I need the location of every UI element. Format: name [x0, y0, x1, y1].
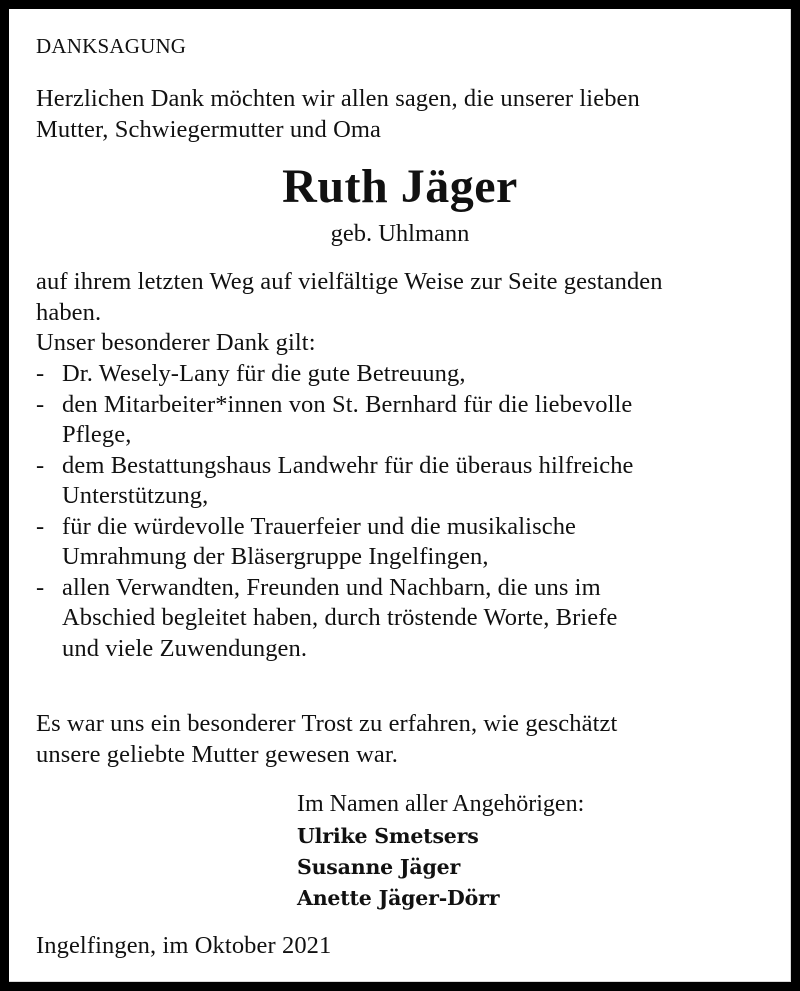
- notice-heading: DANKSAGUNG: [36, 34, 187, 58]
- list-item: [36, 390, 634, 451]
- list-item-line: Unterstützung,: [62, 482, 209, 509]
- dash-bullet: -: [36, 512, 45, 540]
- signatory-name: Susanne Jäger: [297, 855, 461, 879]
- signatory-name: Ulrike Smetsers: [297, 824, 479, 848]
- dash-bullet: -: [36, 390, 45, 418]
- list-item-line: Abschied begleitet haben, durch tröstende Worte, Briefe: [62, 604, 618, 631]
- list-item: [36, 512, 634, 573]
- list-item-line: für die würdevolle Trauerfeier und die musikalische: [62, 512, 577, 540]
- list-item-line: allen Verwandten, Freunden und Nachbarn, die uns im: [62, 573, 601, 601]
- intro-line: Mutter, Schwiegermutter und Oma: [36, 115, 382, 143]
- list-item-line: und viele Zuwendungen.: [62, 634, 308, 662]
- body-text: [36, 267, 663, 359]
- list-item-line: den Mitarbeiter*innen von St. Bernhard für die liebevolle: [62, 390, 633, 418]
- body-line: haben.: [36, 298, 102, 326]
- deceased-name: Ruth Jäger: [282, 160, 518, 213]
- maiden-name: geb. Uhlmann: [330, 220, 470, 247]
- thanks-list: [36, 359, 634, 664]
- dash-bullet: -: [36, 451, 45, 479]
- closing-line: unsere geliebte Mutter gewesen war.: [36, 740, 399, 768]
- list-item-line: Umrahmung der Bläsergruppe Ingelfingen,: [62, 543, 489, 570]
- place-date: Ingelfingen, im Oktober 2021: [36, 932, 332, 959]
- intro-line: Herzlichen Dank möchten wir allen sagen, die unserer lieben: [36, 85, 640, 112]
- list-item-line: Dr. Wesely-Lany für die gute Betreuung,: [62, 360, 466, 387]
- obituary-card: [9, 9, 791, 982]
- body-line: auf ihrem letzten Weg auf vielfältige Weise zur Seite gestanden: [36, 268, 663, 295]
- signatory-name: Anette Jäger-Dörr: [297, 886, 500, 910]
- list-item: [36, 359, 634, 390]
- closing-text: [36, 709, 617, 770]
- list-item: [36, 451, 634, 512]
- dash-bullet: -: [36, 360, 45, 387]
- body-line: Unser besonderer Dank gilt:: [36, 329, 316, 356]
- signoff-block: [297, 787, 584, 914]
- intro-text: [36, 84, 640, 145]
- closing-line: Es war uns ein besonderer Trost zu erfahren, wie geschätzt: [36, 710, 618, 737]
- signoff-label: Im Namen aller Angehörigen:: [297, 791, 585, 817]
- list-item-line: dem Bestattungshaus Landwehr für die überaus hilfreiche: [62, 451, 634, 479]
- list-item: [36, 573, 634, 665]
- dash-bullet: -: [36, 573, 45, 601]
- list-item-line: Pflege,: [62, 421, 132, 448]
